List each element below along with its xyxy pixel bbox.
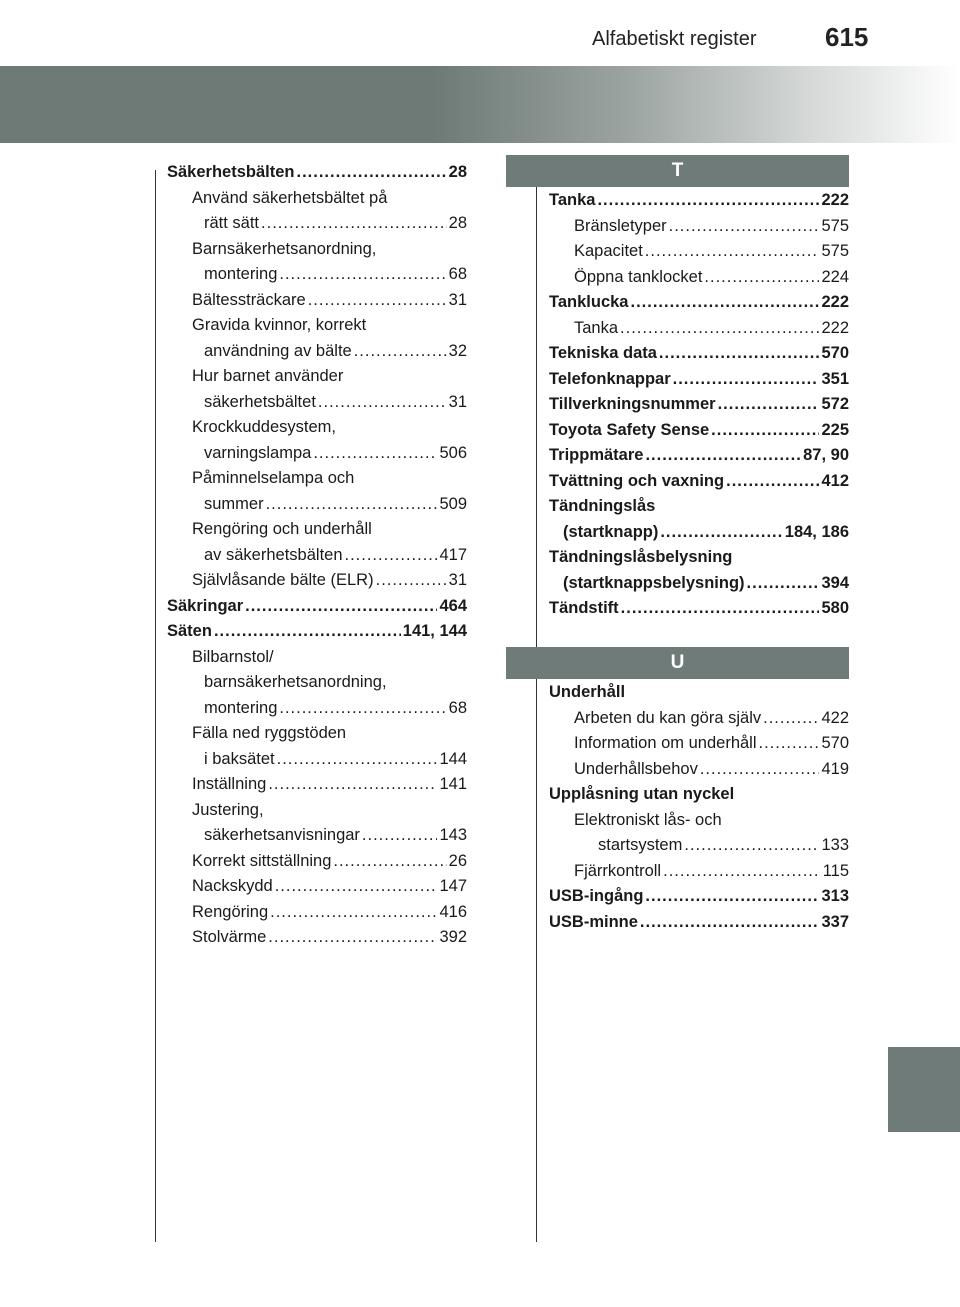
index-entry (549, 545, 849, 571)
index-entry-label: Öppna tanklocket (574, 267, 703, 286)
index-entry-page: 419 (821, 759, 849, 778)
index-entry (549, 418, 849, 444)
index-entry (167, 568, 467, 594)
index-entry-label: Tanka (549, 191, 596, 209)
index-entry-label: Tekniska data (549, 344, 657, 362)
index-entry (167, 160, 467, 186)
index-entry-label: Justering, (192, 800, 264, 819)
index-entry-page: 572 (821, 395, 849, 413)
index-entry-label: Självlåsande bälte (ELR) (192, 571, 374, 589)
index-entry-label: Hur barnet använder (192, 367, 344, 385)
index-entry-page: 68 (448, 698, 467, 717)
index-entry (549, 859, 849, 885)
index-entry-label: Telefonknappar (549, 369, 671, 388)
index-entry-page: 31 (448, 290, 467, 309)
index-entry (167, 466, 467, 492)
index-entry-page: 184, 186 (784, 522, 849, 541)
dot-leader (684, 833, 819, 859)
index-entry-label: montering (204, 265, 278, 283)
dot-leader (630, 290, 819, 316)
index-entry-page: 225 (821, 420, 849, 439)
dot-leader (354, 339, 447, 365)
index-entry-page: 422 (821, 708, 849, 727)
dot-leader (279, 696, 446, 722)
dot-leader (318, 390, 447, 416)
index-entry-label: (startknapp) (563, 522, 659, 541)
thumb-index-tab (888, 1047, 960, 1132)
index-entry-page: 32 (448, 341, 467, 360)
index-entry (549, 884, 849, 910)
index-entry-label: varningslampa (204, 443, 312, 462)
dot-leader (747, 571, 820, 597)
dot-leader (268, 925, 437, 951)
index-entry-label: Bältessträckare (192, 290, 306, 309)
index-entry-page: 392 (439, 928, 467, 946)
page-title: Alfabetiskt register (592, 28, 757, 50)
index-entry-page: 575 (821, 242, 849, 260)
index-entry-label: Rengöring (192, 902, 269, 921)
index-entry-page: 416 (439, 902, 467, 921)
index-entry (167, 186, 467, 212)
index-entry-label: Gravida kvinnor, korrekt (192, 316, 367, 334)
index-entry-page: 412 (821, 471, 849, 490)
index-entry-label: Stolvärme (192, 928, 267, 946)
index-entry (549, 808, 849, 834)
index-entry-page: 313 (821, 887, 849, 905)
index-entry-page: 337 (821, 912, 849, 931)
index-entry (167, 670, 467, 696)
dot-leader (313, 441, 437, 467)
index-entry (167, 415, 467, 441)
dot-leader (362, 823, 438, 849)
dot-leader (597, 188, 819, 214)
dot-leader (645, 884, 819, 910)
index-entry (549, 757, 849, 783)
index-entry-page: 509 (439, 494, 467, 513)
index-entry (549, 520, 849, 546)
index-entry-label: rätt sätt (204, 214, 260, 232)
index-entry-label: Tillverkningsnummer (549, 395, 716, 413)
header-band (0, 66, 960, 143)
dot-leader (669, 214, 820, 240)
dot-leader (277, 747, 438, 773)
index-entry-page: 464 (439, 596, 467, 615)
index-entry-label: i baksätet (204, 749, 275, 768)
index-entry (549, 392, 849, 418)
index-entry (549, 239, 849, 265)
page-number: 615 (825, 22, 869, 52)
index-entry (549, 214, 849, 240)
index-entry-page: 147 (439, 877, 467, 895)
dot-leader (214, 619, 401, 645)
index-entry (167, 696, 467, 722)
index-entry-page: 580 (821, 599, 849, 617)
dot-leader (268, 772, 437, 798)
dot-leader (621, 596, 820, 622)
dot-leader (308, 288, 447, 314)
index-entry (167, 925, 467, 951)
index-entry-page: 394 (821, 573, 849, 592)
index-entry-label: Tändningslåsbelysning (549, 548, 733, 566)
index-entry (167, 900, 467, 926)
index-entry-label: Elektroniskt lås- och (574, 810, 722, 829)
index-entry (549, 596, 849, 622)
index-entry-page: 144 (439, 749, 467, 768)
index-entry (549, 494, 849, 520)
index-entry (549, 316, 849, 342)
index-entry (549, 265, 849, 291)
dot-leader (279, 262, 446, 288)
index-entry-label: Tändningslås (549, 497, 656, 515)
dot-leader (345, 543, 438, 569)
dot-leader (266, 492, 438, 518)
index-entry-label: (startknappsbelysning) (563, 573, 745, 592)
index-entry (167, 262, 467, 288)
index-entry-page: 222 (821, 293, 849, 311)
index-entry (167, 313, 467, 339)
index-entry-label: USB-ingång (549, 887, 644, 905)
section-header-t: T (506, 155, 849, 187)
index-entry-page: 28 (448, 163, 467, 181)
index-entry (549, 782, 849, 808)
index-entry-page: 87, 90 (803, 446, 849, 464)
index-entry (167, 517, 467, 543)
index-entry (167, 288, 467, 314)
index-entry-label: montering (204, 698, 278, 717)
index-entry-page: 68 (448, 265, 467, 283)
index-entry-label: säkerhetsbältet (204, 392, 316, 411)
dot-leader (645, 443, 801, 469)
index-entry-label: Fälla ned ryggstöden (192, 724, 347, 742)
index-entry (167, 798, 467, 824)
index-entry (167, 492, 467, 518)
dot-leader (700, 757, 820, 783)
column-rule-right (536, 170, 537, 1242)
dot-leader (376, 568, 447, 594)
index-entry-page: 351 (821, 369, 849, 388)
index-entry-page: 31 (448, 571, 467, 589)
index-entry-page: 224 (821, 267, 849, 286)
index-entry-label: USB-minne (549, 912, 638, 931)
dot-leader (659, 341, 820, 367)
index-entry-page: 28 (448, 214, 467, 232)
index-column-right-u (549, 680, 849, 935)
index-entry-label: Rengöring och underhåll (192, 520, 372, 538)
dot-leader (261, 211, 447, 237)
index-entry (167, 823, 467, 849)
index-entry-page: 570 (821, 734, 849, 752)
index-entry-label: Underhållsbehov (574, 759, 698, 778)
index-entry-label: Krockkuddesystem, (192, 418, 336, 436)
dot-leader (763, 706, 819, 732)
index-entry-label: Säten (167, 622, 212, 640)
index-entry-label: Använd säkerhetsbältet på (192, 188, 388, 207)
index-entry (167, 237, 467, 263)
index-entry-label: Tanklucka (549, 293, 629, 311)
dot-leader (640, 910, 820, 936)
index-entry-label: säkerhetsanvisningar (204, 826, 360, 844)
dot-leader (645, 239, 820, 265)
index-entry-label: startsystem (598, 836, 683, 854)
index-entry-label: Bränsletyper (574, 216, 667, 235)
dot-leader (270, 900, 437, 926)
index-entry-label: summer (204, 494, 264, 513)
index-entry-label: av säkerhetsbälten (204, 545, 343, 564)
index-entry (167, 645, 467, 671)
index-entry-label: Trippmätare (549, 446, 644, 464)
index-entry-label: Bilbarnstol/ (192, 647, 274, 666)
index-entry-label: Toyota Safety Sense (549, 420, 710, 439)
index-entry (167, 874, 467, 900)
index-entry-label: användning av bälte (204, 341, 352, 360)
index-entry-page: 141, 144 (402, 622, 467, 640)
column-rule-left (155, 170, 156, 1242)
dot-leader (718, 392, 820, 418)
index-entry-page: 570 (821, 344, 849, 362)
dot-leader (245, 594, 437, 620)
index-entry (549, 443, 849, 469)
index-entry-label: Korrekt sittställning (192, 851, 332, 870)
index-entry-label: Nackskydd (192, 877, 273, 895)
index-entry-label: Inställning (192, 775, 267, 793)
index-column-right-t (549, 188, 849, 622)
section-header-u: U (506, 647, 849, 679)
index-entry (549, 188, 849, 214)
index-entry-page: 133 (821, 836, 849, 854)
index-entry-page: 31 (448, 392, 467, 411)
index-entry-page: 115 (822, 861, 849, 880)
index-entry (167, 772, 467, 798)
dot-leader (296, 160, 446, 186)
index-entry-page: 222 (821, 191, 849, 209)
index-entry-label: Kapacitet (574, 242, 643, 260)
index-entry-page: 141 (439, 775, 467, 793)
dot-leader (759, 731, 820, 757)
index-entry-label: Tvättning och vaxning (549, 471, 725, 490)
dot-leader (726, 469, 819, 495)
index-entry-label: Barnsäkerhetsanordning, (192, 239, 377, 258)
index-entry (167, 721, 467, 747)
index-entry (549, 731, 849, 757)
index-entry-page: 26 (448, 851, 467, 870)
index-entry-label: Fjärrkontroll (574, 861, 662, 880)
index-entry-label: barnsäkerhetsanordning, (204, 673, 387, 691)
index-entry (167, 364, 467, 390)
index-entry-page: 143 (439, 826, 467, 844)
dot-leader (711, 418, 819, 444)
index-entry (549, 571, 849, 597)
dot-leader (275, 874, 438, 900)
dot-leader (620, 316, 819, 342)
index-entry-page: 222 (821, 318, 849, 337)
index-entry (549, 680, 849, 706)
index-entry-label: Upplåsning utan nyckel (549, 785, 735, 803)
dot-leader (660, 520, 782, 546)
index-entry-label: Arbeten du kan göra själv (574, 708, 762, 727)
index-entry (167, 390, 467, 416)
index-entry (549, 341, 849, 367)
index-entry-label: Tändstift (549, 599, 619, 617)
index-entry (167, 849, 467, 875)
index-entry-label: Tanka (574, 318, 619, 337)
index-entry-label: Påminnelselampa och (192, 469, 355, 487)
index-column-left (167, 160, 467, 951)
index-entry-label: Underhåll (549, 683, 626, 701)
index-entry (549, 833, 849, 859)
index-entry (167, 747, 467, 773)
index-entry (167, 543, 467, 569)
index-entry-label: Säkerhetsbälten (167, 163, 295, 181)
index-entry-page: 575 (821, 216, 849, 235)
index-entry (167, 211, 467, 237)
dot-leader (704, 265, 819, 291)
index-entry-page: 417 (439, 545, 467, 564)
index-entry (549, 469, 849, 495)
index-entry (167, 594, 467, 620)
dot-leader (333, 849, 446, 875)
index-entry (167, 339, 467, 365)
index-entry (167, 441, 467, 467)
index-entry (549, 706, 849, 732)
index-entry (167, 619, 467, 645)
index-entry-page: 506 (439, 443, 467, 462)
index-entry (549, 290, 849, 316)
index-entry (549, 367, 849, 393)
index-entry (549, 910, 849, 936)
dot-leader (663, 859, 821, 885)
dot-leader (673, 367, 820, 393)
index-entry-label: Säkringar (167, 596, 244, 615)
index-entry-label: Information om underhåll (574, 734, 757, 752)
